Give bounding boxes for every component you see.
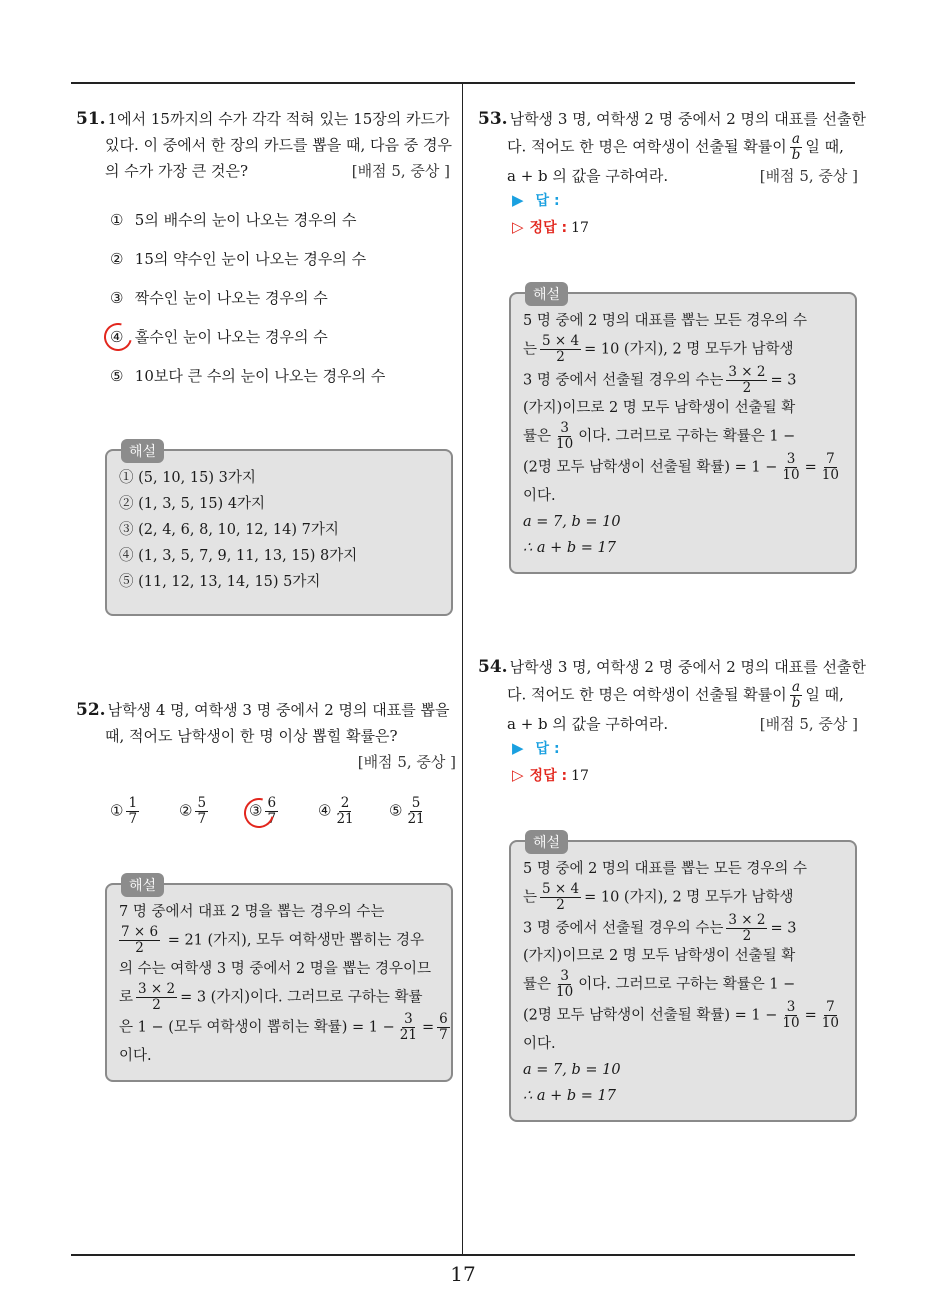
explanation-line: (2명 모두 남학생이 선출될 확률) = 1 − $\frac{3}{10}$ = $\frac{7}{10}$ bbox=[523, 999, 839, 1031]
choice-mark: ④ bbox=[110, 328, 124, 346]
explanation-line: 3 명 중에서 선출될 경우의 수는 $\frac{3 \times 2}{2}$ = 3 bbox=[523, 911, 797, 944]
question-text: 남학생 4 명, 여학생 3 명 중에서 2 명의 대표를 뽑을 bbox=[107, 701, 450, 719]
bottom-rule bbox=[71, 1254, 855, 1256]
question-number: 51. bbox=[76, 109, 106, 129]
choice-3[interactable] bbox=[110, 286, 328, 310]
explanation-line: ∴ a + b = 17 bbox=[523, 1087, 616, 1104]
explanation-line: ① (5, 10, 15) 3가지 bbox=[119, 470, 256, 486]
explanation-line: ∴ a + b = 17 bbox=[523, 539, 616, 556]
question-number: 52. bbox=[76, 700, 106, 720]
explanation-line: 3 명 중에서 선출될 경우의 수는 $\frac{3 \times 2}{2}$ = 3 bbox=[523, 363, 797, 396]
choice-text: 15의 약수인 눈이 나오는 경우의 수 bbox=[134, 250, 367, 268]
choice-1[interactable] bbox=[110, 796, 142, 827]
choice-mark: ① bbox=[110, 211, 124, 229]
explanation-line: (가지)이므로 2 명 모두 남학생이 선출될 확 bbox=[523, 948, 796, 965]
correct-answer-row bbox=[512, 762, 589, 789]
answer-row bbox=[512, 187, 560, 214]
explanation-line: a = 7, b = 10 bbox=[523, 513, 621, 530]
question-53 bbox=[478, 106, 866, 189]
question-text: 다. 적어도 한 명은 여학생이 선출될 확률이 $\frac{a}{b}$ 일 때, bbox=[507, 679, 844, 711]
choice-mark: ① bbox=[110, 801, 124, 820]
explanation-line: 로 $\frac{3 \times 2}{2}$ = 3 (가지)이다. 그러므로 구하는 확률 bbox=[119, 980, 423, 1013]
question-text: 때, 적어도 남학생이 한 명 이상 뽑힐 확률은? bbox=[105, 727, 398, 745]
explanation-tag: 해설 bbox=[121, 873, 164, 897]
play-triangle-icon: ▶ bbox=[512, 739, 524, 757]
selected-answer-circle-icon bbox=[99, 318, 137, 356]
explanation-line: (가지)이므로 2 명 모두 남학생이 선출될 확 bbox=[523, 400, 796, 417]
choice-4[interactable] bbox=[110, 325, 328, 349]
explanation-line: ④ (1, 3, 5, 7, 9, 11, 13, 15) 8가지 bbox=[119, 548, 358, 564]
explanation-tag: 해설 bbox=[525, 830, 568, 854]
question-52 bbox=[76, 697, 456, 775]
question-text: 남학생 3 명, 여학생 2 명 중에서 2 명의 대표를 선출한 bbox=[509, 110, 866, 128]
question-text: a + b 의 값을 구하여라. bbox=[507, 166, 669, 185]
explanation-line: 이다. bbox=[523, 487, 556, 504]
explanation-tag: 해설 bbox=[525, 282, 568, 306]
page-number: 17 bbox=[450, 1262, 476, 1286]
correct-value: 17 bbox=[571, 220, 589, 236]
explanation-line: 이다. bbox=[523, 1035, 556, 1052]
explanation-line: ② (1, 3, 5, 15) 4가지 bbox=[119, 496, 266, 512]
choice-text: 짝수인 눈이 나오는 경우의 수 bbox=[134, 289, 328, 307]
explanation-box-51 bbox=[105, 444, 453, 616]
question-text: 1에서 15까지의 수가 각각 적혀 있는 15장의 카드가 bbox=[107, 110, 450, 128]
explanation-line: 은 1 − (모두 여학생이 뽑히는 확률) = 1 − $\frac{3}{21}$ = $\frac{6}{7}$ bbox=[119, 1011, 448, 1044]
explanation-box-53 bbox=[509, 287, 857, 574]
explanation-line: ③ (2, 4, 6, 8, 10, 12, 14) 7가지 bbox=[119, 522, 339, 538]
correct-label: 정답 : bbox=[529, 768, 568, 784]
choice-text: 홀수인 눈이 나오는 경우의 수 bbox=[134, 328, 328, 346]
outline-triangle-icon: ▷ bbox=[512, 218, 524, 236]
explanation-line: a = 7, b = 10 bbox=[523, 1061, 621, 1078]
correct-answer-row bbox=[512, 214, 589, 241]
score-meta: [배점 5, 중상 ] bbox=[357, 753, 456, 771]
explanation-box-52 bbox=[105, 878, 453, 1082]
choice-4[interactable] bbox=[318, 796, 359, 827]
explanation-line: $\frac{7 \times 6}{2}$ = 21 (가지), 모두 여학생만 뽑히는 경우 bbox=[121, 924, 424, 956]
question-text: a + b 의 값을 구하여라. bbox=[507, 714, 669, 733]
question-number: 53. bbox=[478, 109, 508, 129]
choice-fraction: $\frac{2}{21}$ bbox=[336, 795, 354, 827]
explanation-line: (2명 모두 남학생이 선출될 확률) = 1 − $\frac{3}{10}$ = $\frac{7}{10}$ bbox=[523, 451, 839, 483]
explanation-line: 는 $\frac{5 \times 4}{2}$ = 10 (가지), 2 명 모두가 남학생 bbox=[523, 881, 794, 913]
correct-label: 정답 : bbox=[529, 220, 568, 236]
choice-fraction: $\frac{5}{7}$ bbox=[197, 795, 207, 827]
choice-mark: ② bbox=[110, 250, 124, 268]
choice-mark: ④ bbox=[318, 801, 332, 820]
question-text: 있다. 이 중에서 한 장의 카드를 뽑을 때, 다음 중 경우 bbox=[105, 136, 453, 154]
choice-fraction: $\frac{6}{7}$ bbox=[267, 795, 277, 827]
explanation-line: ⑤ (11, 12, 13, 14, 15) 5가지 bbox=[119, 574, 321, 590]
explanation-line: 률은 $\frac{3}{10}$ 이다. 그러므로 구하는 확률은 1 − bbox=[523, 420, 796, 453]
choice-2[interactable] bbox=[179, 796, 211, 827]
question-number: 54. bbox=[478, 657, 508, 677]
explanation-box-54 bbox=[509, 835, 857, 1122]
top-rule bbox=[71, 82, 855, 84]
question-text: 남학생 3 명, 여학생 2 명 중에서 2 명의 대표를 선출한 bbox=[509, 658, 866, 676]
explanation-line: 5 명 중에 2 명의 대표를 뽑는 모든 경우의 수 bbox=[523, 861, 808, 877]
choice-5[interactable] bbox=[110, 364, 385, 388]
explanation-tag: 해설 bbox=[121, 439, 164, 463]
question-51 bbox=[76, 106, 453, 184]
question-54 bbox=[478, 654, 866, 737]
choice-text: 5의 배수의 눈이 나오는 경우의 수 bbox=[134, 211, 357, 229]
play-triangle-icon: ▶ bbox=[512, 191, 524, 209]
choice-mark: ③ bbox=[249, 801, 263, 820]
choice-1[interactable] bbox=[110, 208, 357, 232]
choice-mark: ⑤ bbox=[110, 367, 124, 385]
explanation-line: 7 명 중에서 대표 2 명을 뽑는 경우의 수는 bbox=[119, 904, 385, 920]
score-meta: [배점 5, 중상 ] bbox=[351, 162, 450, 180]
answer-row bbox=[512, 735, 560, 762]
explanation-line: 이다. bbox=[119, 1048, 152, 1065]
question-text: 의 수가 가장 큰 것은? bbox=[105, 162, 249, 180]
choice-5[interactable] bbox=[389, 796, 430, 827]
choice-fraction: $\frac{1}{7}$ bbox=[128, 795, 138, 827]
choice-mark: ② bbox=[179, 801, 193, 820]
explanation-line: 의 수는 여학생 3 명 중에서 2 명을 뽑는 경우이므 bbox=[119, 960, 432, 977]
column-divider bbox=[462, 84, 463, 1254]
answer-label: 답 : bbox=[535, 193, 560, 209]
choice-2[interactable] bbox=[110, 247, 366, 271]
choice-text: 10보다 큰 수의 눈이 나오는 경우의 수 bbox=[134, 367, 386, 385]
question-text: 다. 적어도 한 명은 여학생이 선출될 확률이 $\frac{a}{b}$ 일 때, bbox=[507, 131, 844, 163]
explanation-line: 는 $\frac{5 \times 4}{2}$ = 10 (가지), 2 명 모두가 남학생 bbox=[523, 333, 794, 365]
choice-mark: ③ bbox=[110, 289, 124, 307]
choice-fraction: $\frac{5}{21}$ bbox=[407, 795, 425, 827]
choice-mark: ⑤ bbox=[389, 801, 403, 820]
explanation-line: 률은 $\frac{3}{10}$ 이다. 그러므로 구하는 확률은 1 − bbox=[523, 968, 796, 1001]
score-meta: [배점 5, 중상 ] bbox=[759, 714, 858, 733]
explanation-line: 5 명 중에 2 명의 대표를 뽑는 모든 경우의 수 bbox=[523, 313, 808, 329]
outline-triangle-icon: ▷ bbox=[512, 766, 524, 784]
answer-label: 답 : bbox=[535, 741, 560, 757]
score-meta: [배점 5, 중상 ] bbox=[759, 166, 858, 185]
correct-value: 17 bbox=[571, 768, 589, 784]
